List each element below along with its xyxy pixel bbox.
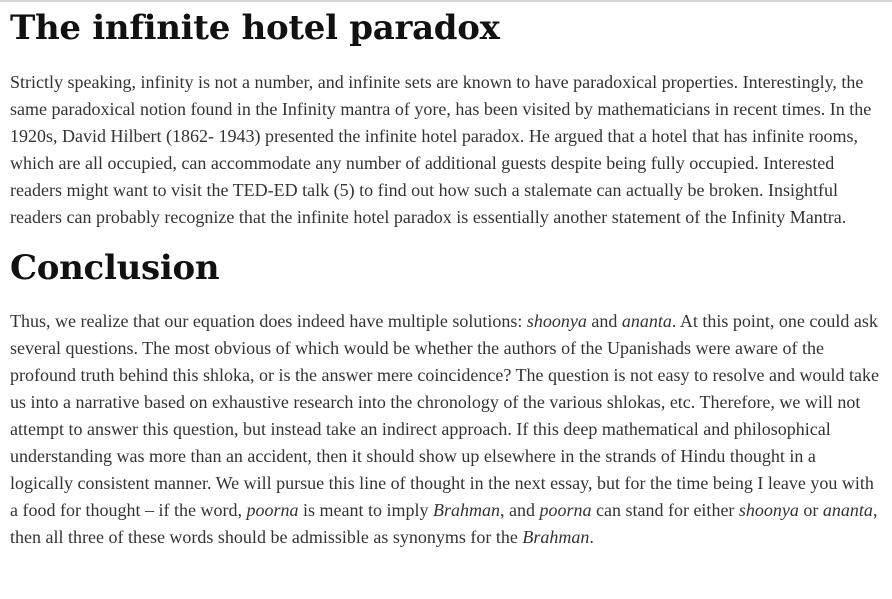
term-shoonya: shoonya — [738, 500, 799, 520]
section-heading-conclusion: Conclusion — [10, 248, 220, 288]
term-poorna: poorna — [539, 500, 592, 520]
text-run: , then all three of these words should be admissible as synonyms for the — [10, 500, 878, 547]
article-content — [10, 2, 882, 551]
section-heading-infinite-hotel: The infinite hotel paradox — [10, 8, 500, 48]
text-run: or — [798, 500, 823, 520]
term-brahman: Brahman — [432, 500, 500, 520]
paragraph-conclusion — [10, 308, 882, 551]
text-run: Thus, we realize that our equation does indeed have multiple solutions: — [10, 311, 527, 331]
text-run: , and — [499, 500, 540, 520]
paragraph-infinite-hotel: Strictly speaking, infinity is not a number, and infinite sets are known to have paradoxical properties. Interestingly, the same paradoxical notion found in the Infinity mantra of yore, has been visited by mathematicians in recent times. In the 1920s, David Hilbert (1862- 1943) presented the infinite hotel paradox. He argued that a hotel that has infinite rooms, which are all occupied, can accommodate any number of additional guests despite being fully occupied. Interested readers might want to visit the TED-ED talk (5) to find out how such a stalemate can actually be broken. Insightful readers can probably recognize that the infinite hotel paradox is essentially another statement of the Infinity Mantra. — [10, 72, 872, 227]
text-run: . — [589, 527, 594, 547]
text-run: and — [586, 311, 622, 331]
text-run: can stand for either — [591, 500, 739, 520]
term-ananta: ananta — [822, 500, 873, 520]
text-run: . At this point, one could ask several questions. The most obvious of which would be whether the authors of the Upanishads were aware of the profound truth behind this shloka, or is the answer mere coincidence? The question is not easy to resolve and would take us into a narrative based on exhaustive research into the chronology of the various shlokas, etc. Therefore, we will not attempt to answer this question, but instead take an indirect approach. If this deep mathematical and philosophical understanding was more than an accident, then it should show up elsewhere in the strands of Hindu thought in a logically consistent manner. We will pursue this line of thought in the next essay, but for the time being I leave you with a food for thought – if the word, — [10, 311, 879, 520]
term-ananta: ananta — [621, 311, 672, 331]
text-run: is meant to imply — [298, 500, 433, 520]
term-brahman: Brahman — [522, 527, 590, 547]
term-poorna: poorna — [246, 500, 299, 520]
term-shoonya: shoonya — [526, 311, 587, 331]
